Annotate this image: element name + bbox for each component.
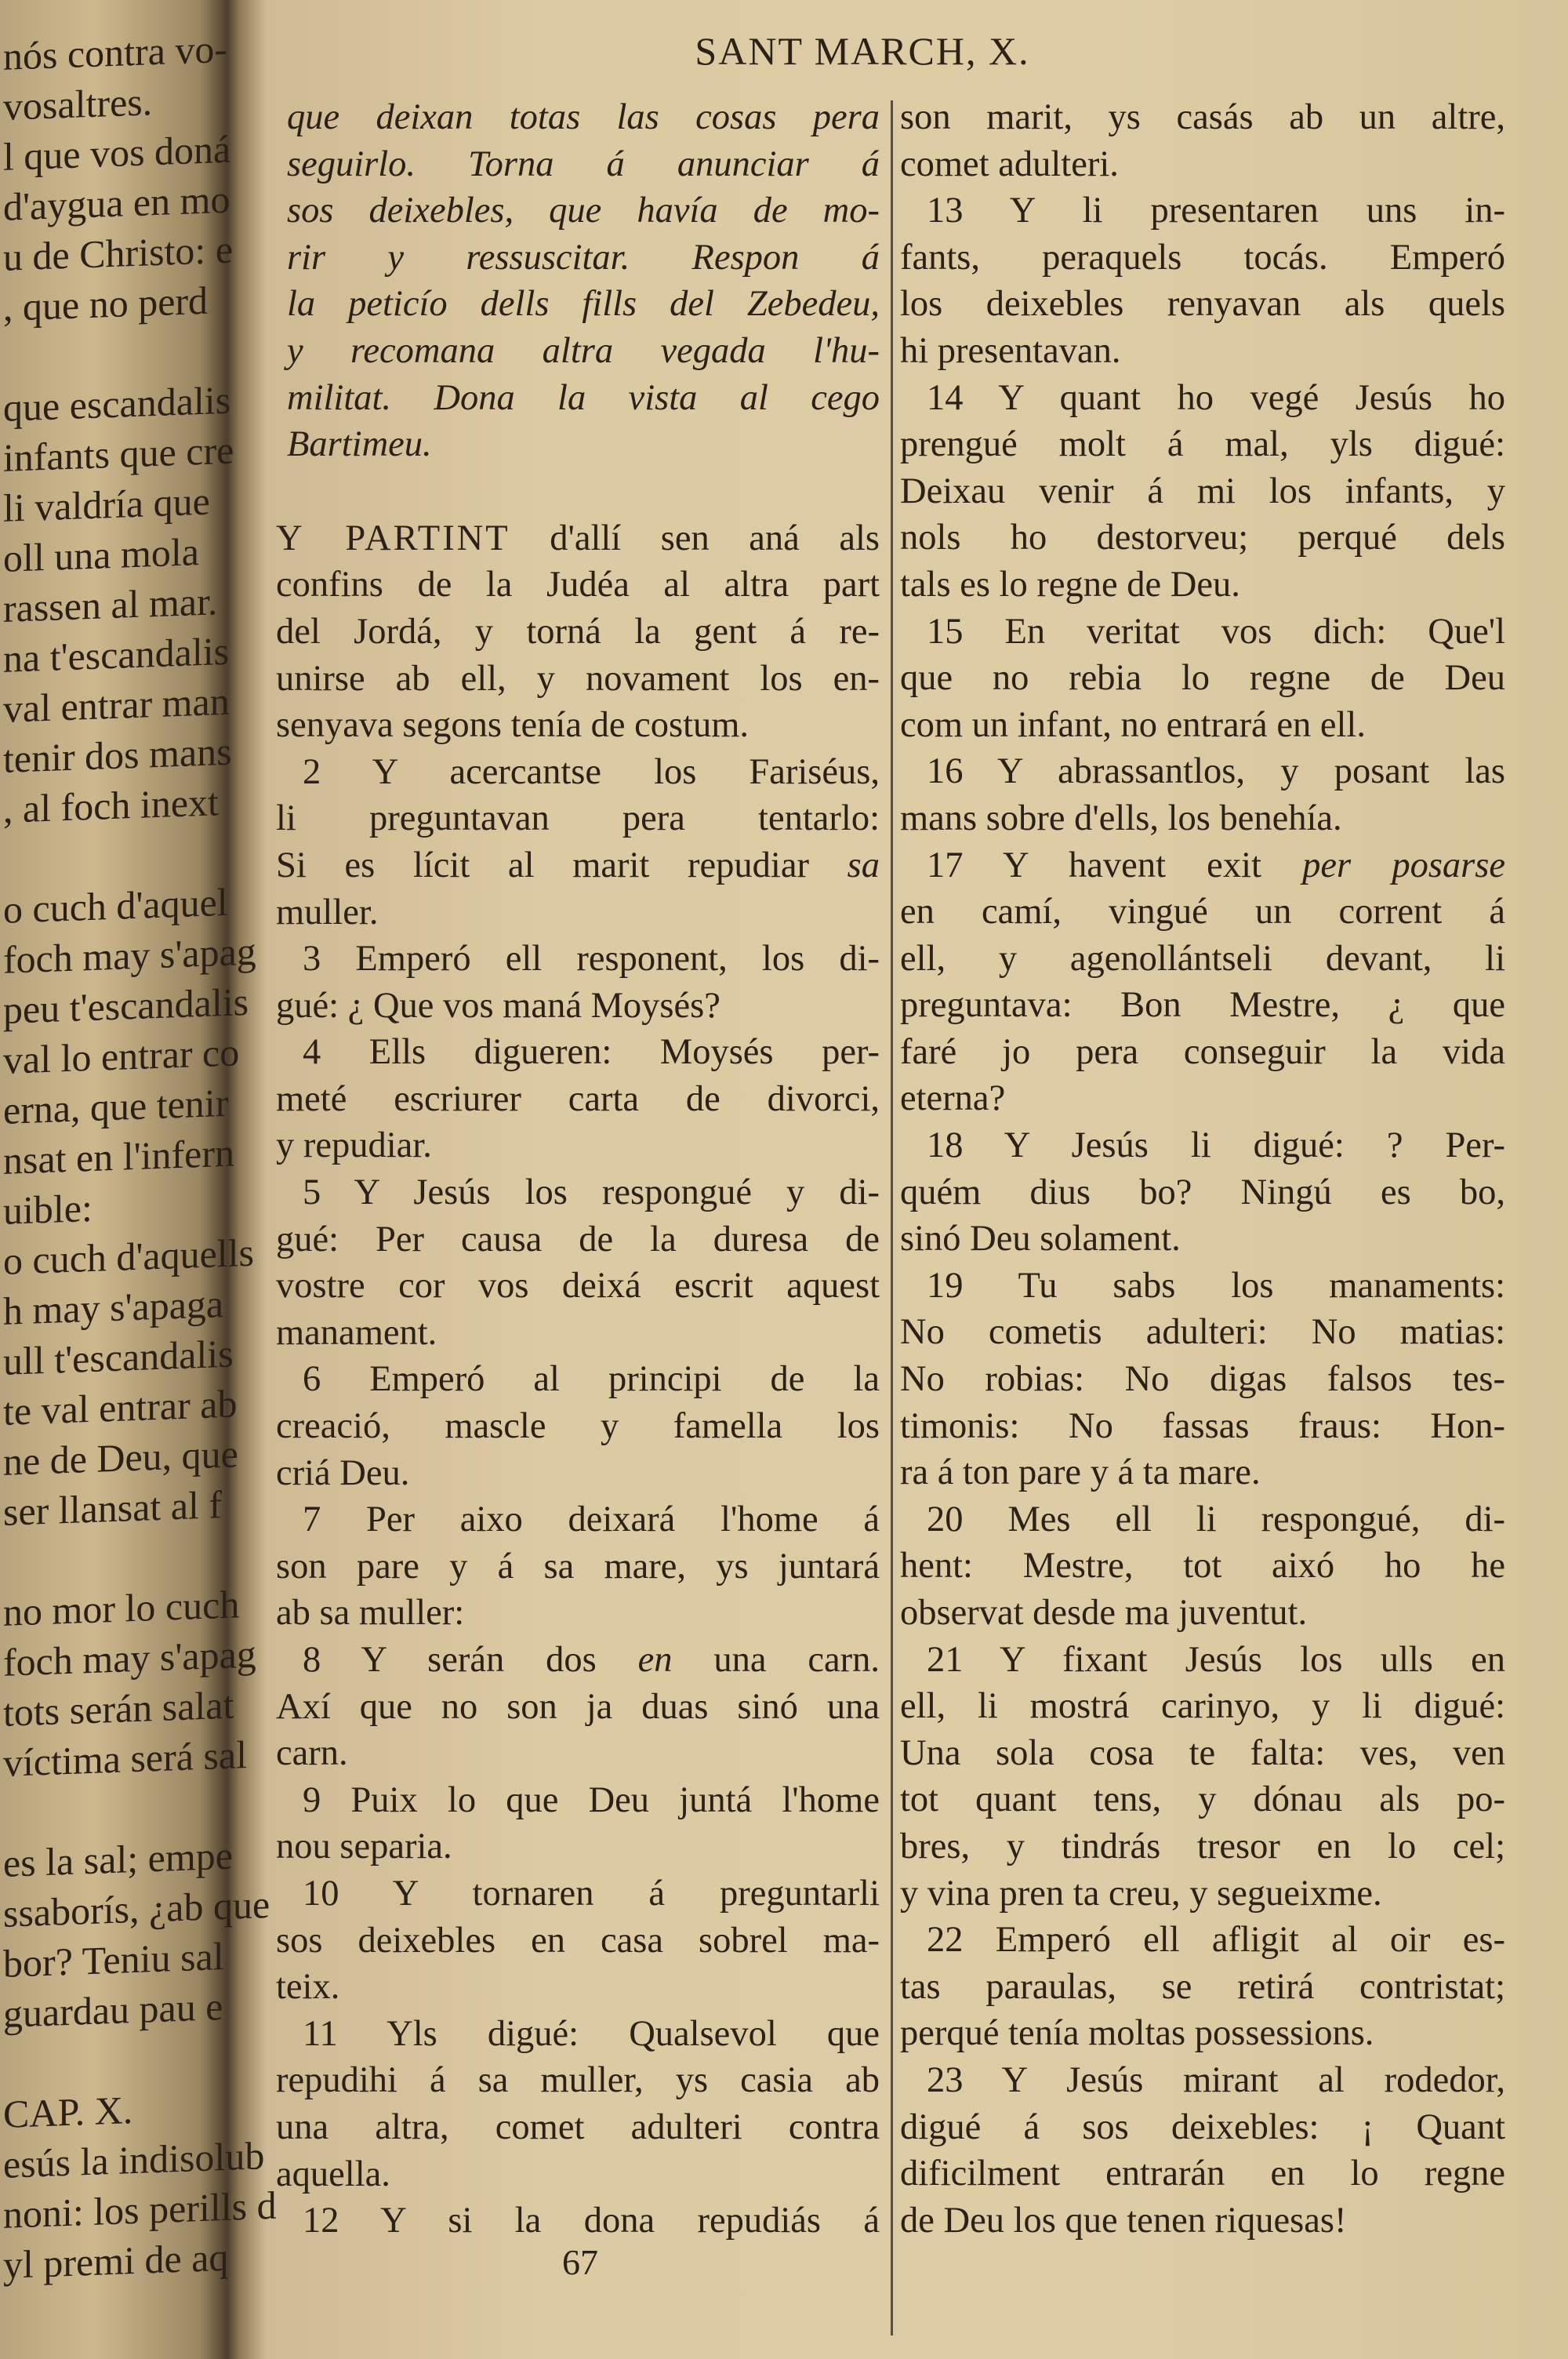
text: fants, peraquels tocás. Emperó [900,237,1505,278]
text: 8 Y serán dos [303,1640,638,1680]
verse-paragraph [900,748,1505,841]
text: Deixau venir á mi los infants, y [900,471,1505,511]
verse-paragraph [900,1496,1505,1637]
text: timonis: No fassas fraus: Hon- [900,1405,1505,1446]
fragment-line: erna, que tenir [3,1080,229,1132]
text: comet adulteri. [900,144,1119,184]
left-column [276,94,880,2245]
text: eterna? [900,1078,1006,1119]
text: 2 Y acercantse los Fariséus, [303,751,880,792]
text: 10 Y tornaren á preguntarli [303,1873,880,1914]
text-line [276,515,880,562]
text-line [900,2057,1505,2104]
fragment-line: tots serán salat [3,1682,234,1735]
text-line [276,1122,880,1169]
verse-paragraph [900,2057,1505,2244]
verse-paragraph [276,515,880,749]
fragment-line [0,1529,221,1587]
text-line [276,1870,880,1917]
fragment-line: foch may s'apag [3,1631,256,1685]
text-line [276,1917,880,1965]
text: son pare y á sa mare, ys juntará [276,1546,880,1587]
fragment-line: u de Christo: e [3,227,234,279]
verse-paragraph [900,609,1505,749]
fragment-line: d'aygua en mo [3,176,230,229]
text: repudihi á sa muller, ys casia ab [276,2060,880,2101]
text-line [900,609,1505,656]
text: com un infant, no entrará en ell. [900,704,1366,745]
verse-paragraph [900,94,1505,187]
text-line [276,1777,880,1824]
text: 3 Emperó ell responent, los di- [303,939,880,980]
text: criá Deu. [276,1452,410,1493]
text-line [276,1590,880,1637]
fragment-line [0,1780,221,1838]
text-line [276,936,880,983]
text-line [276,1263,880,1310]
verse-paragraph [276,936,880,1029]
text-line [900,1122,1505,1169]
text: 5 Y Jesús los respongué y di- [303,1172,880,1213]
text: 11 Yls digué: Qualsevol que [303,2013,880,2054]
verse-paragraph [276,2011,880,2197]
text: senyava segons tenía de costum. [276,705,750,746]
text: 7 Per aixo deixará l'home á [303,1499,880,1540]
text-line [900,2104,1505,2151]
italic-text: rir y ressuscitar. Respon á [287,237,880,278]
text: del Jordá, y torná la gent á re- [276,611,880,652]
text-line [276,609,880,656]
text-line [900,514,1505,562]
text-line [276,1216,880,1263]
text-line [276,1450,880,1497]
fragment-line: que escandalis [3,377,231,430]
text-line [900,1870,1505,1917]
text-line [276,983,880,1030]
text-line [900,1543,1505,1590]
text-line [900,187,1505,234]
fragment-line: esús la indisolub [3,2133,265,2186]
text-line [900,1917,1505,1964]
text: 14 Y quant ho vegé Jesús ho [927,377,1505,418]
text: 16 Y abrassantlos, y posant las [927,751,1505,792]
text-line [900,2150,1505,2197]
fragment-line: vosaltres. [3,79,153,129]
text-line [900,795,1505,842]
left-page-fragment [0,24,277,2359]
verse-paragraph [276,1777,880,1870]
text: Axí que no son ja duas sinó una [276,1686,880,1727]
text-line [900,1449,1505,1496]
text: una altra, comet adulteri contra [276,2106,880,2147]
italic-text: per posarse [1302,845,1505,885]
text: manament. [276,1312,437,1353]
text-line [276,749,880,796]
text-line [276,141,880,188]
text-line [900,1730,1505,1777]
text-line [276,842,880,889]
fragment-line: h may s'apaga [3,1281,224,1333]
text-line [276,375,880,422]
text-line [900,1964,1505,2011]
fragment-line: val lo entrar co [3,1030,240,1082]
text: ell, y agenollántseli devant, li [900,938,1505,979]
text-line [900,702,1505,749]
column-divider [891,100,893,2335]
verse-paragraph [900,1122,1505,1263]
text-line [276,1496,880,1543]
fragment-line: rassen al mar. [3,579,218,631]
text: 23 Y Jesús mirant al rodedor, [927,2059,1505,2100]
text-line [900,982,1505,1029]
text-line [276,1684,880,1731]
text-line [900,1263,1505,1310]
fragment-line: es la sal; empe [3,1833,233,1885]
text: sinó Deu solament. [900,1219,1181,1259]
text-line [900,889,1505,936]
fragment-line: guardau pau e [3,1984,223,2036]
text: 4 Ells digueren: Moysés per- [303,1032,880,1073]
text: 22 Emperó ell afligit al oir es- [927,1920,1505,1961]
text: sos deixebles en casa sobrel ma- [276,1920,880,1961]
text-line [900,141,1505,188]
fragment-line: li valdría que [3,478,210,530]
text-line [276,1076,880,1123]
verse-paragraph [276,1637,880,1777]
verse-paragraph [900,1917,1505,2057]
text: 19 Tu sabs los manaments: [927,1265,1505,1306]
text-line [900,1309,1505,1356]
text: confins de la Judéa al altra part [276,565,880,605]
text-line [900,1590,1505,1637]
fragment-line: bor? Teniu sal [3,1934,224,1986]
text: li preguntavan pera tentarlo: [276,798,880,839]
text: 9 Puix lo que Deu juntá l'home [303,1779,880,1820]
text-line [900,562,1505,609]
text-line [276,2104,880,2151]
text: 15 En veritat vos dich: Que'l [927,611,1505,652]
fragment-line: peu t'escandalis [3,979,249,1032]
page-number: 67 [562,2242,598,2282]
text-line [276,2151,880,2198]
text-line [276,1403,880,1450]
italic-text: sos deixebles, que havía de mo- [287,191,880,231]
text: 6 Emperó al principi de la [303,1359,880,1400]
chapter-summary [276,94,880,468]
fragment-line: tenir dos mans [3,729,232,781]
text: observat desde ma juventut. [900,1593,1308,1633]
text: los deixebles renyavan als quels [900,284,1505,325]
fragment-line: o cuch d'aquel [3,879,228,932]
italic-text: Bartimeu. [287,424,432,465]
text: tas paraulas, se retirá contristat; [900,1966,1505,2007]
text-line [276,94,880,141]
text-line [276,1543,880,1590]
text-line [276,1169,880,1216]
text: mans sobre d'ells, los benehía. [900,798,1342,838]
right-column [900,94,1505,2244]
text-line [276,702,880,749]
text-line [900,2010,1505,2057]
text: preguntava: Bon Mestre, ¿ que [900,985,1505,1026]
fragment-line: l que vos doná [3,126,231,179]
text-line [900,468,1505,515]
text: carn. [276,1733,348,1774]
text-line [900,421,1505,468]
verse-paragraph [900,842,1505,1123]
verse-paragraph [276,1870,880,2011]
text: hent: Mestre, tot aixó ho he [900,1546,1505,1587]
fragment-line: no mor lo cuch [3,1582,240,1634]
text-line [276,1029,880,1076]
text-line [276,1823,880,1870]
fragment-line: oll una mola [3,529,199,580]
text: vostre cor vos deixá escrit aquest [276,1266,880,1307]
text-line [276,2011,880,2058]
verse-paragraph [900,1263,1505,1496]
text-line [276,187,880,234]
text-line [900,842,1505,889]
text: No robias: No digas falsos tes- [900,1359,1505,1400]
text-line [900,375,1505,422]
text: son marit, ys casás ab un altre, [900,97,1505,137]
text-line [276,2197,880,2245]
text-line [900,1356,1505,1403]
text: creació, mascle y famella los [276,1406,880,1447]
text-line [900,1169,1505,1216]
text-line [276,1356,880,1403]
text-line [276,1730,880,1777]
text-line [276,328,880,375]
text: que no rebia lo regne de Deu [900,658,1505,699]
text-line [900,1683,1505,1730]
italic-text: en [637,1640,673,1680]
text-line [276,421,880,468]
text-line [900,1823,1505,1870]
text: No cometis adulteri: No matias: [900,1312,1505,1353]
fragment-line: val entrar man [3,678,230,731]
text-line [276,562,880,609]
text-line [900,1637,1505,1684]
text: 18 Y Jesús li digué: ? Per- [927,1125,1505,1166]
text: 21 Y fixant Jesús los ulls en [927,1639,1505,1680]
text: d'allí sen aná als [510,518,880,558]
italic-text: la peticío dells fills del Zebedeu, [287,284,880,325]
verse-paragraph [900,1637,1505,1917]
text: ra á ton pare y á ta mare. [900,1452,1261,1493]
text: Y PARTINT [276,518,510,558]
fragment-line: na t'escandalis [3,628,230,681]
fragment-line: ull t'escandalis [3,1331,234,1383]
text: unirse ab ell, y novament los en- [276,658,880,699]
verse-paragraph [276,1169,880,1356]
text: nou separia. [276,1826,452,1867]
fragment-line: nsat en l'infern [3,1130,235,1183]
fragment-line: ne de Deu, que [3,1431,238,1484]
text: Una sola cosa te falta: ves, ven [900,1732,1505,1773]
italic-text: sa [847,845,880,885]
text-line [276,1637,880,1684]
text-line [900,328,1505,375]
text: faré jo pera conseguir la vida [900,1031,1505,1072]
fragment-line: uible: [3,1185,93,1233]
text-line [276,889,880,936]
text-line [900,1403,1505,1450]
text-line [276,2057,880,2104]
text-line [276,795,880,842]
italic-text: seguirlo. Torna á anunciar á [287,144,880,184]
fragment-line: noni: los perills d [3,2183,277,2237]
text: meté escriurer carta de divorci, [276,1078,880,1119]
text-line [276,281,880,328]
text: una carn. [672,1640,880,1680]
text: tot quant tens, y dónau als po- [900,1779,1505,1820]
text: 12 Y si la dona repudiás á [303,2201,880,2241]
text: tals es lo regne de Deu. [900,564,1240,605]
text: teix. [276,1967,340,2008]
text-line [900,748,1505,795]
running-header: SANT MARCH, X. [695,29,1030,73]
italic-text: y recomana altra vegada l'hu- [287,330,880,371]
fragment-line: te val entrar ab [3,1381,238,1434]
text-line [900,1029,1505,1076]
text: ab sa muller: [276,1593,465,1634]
fragment-line: infants que cre [3,427,234,480]
text: y repudiar. [276,1125,432,1166]
text: aquella. [276,2154,390,2194]
text-line [276,1310,880,1357]
text: muller. [276,892,379,932]
text-line [900,936,1505,983]
fragment-line [0,827,221,885]
text: hi presentavan. [900,330,1121,371]
text: Si es lícit al marit repudiar [276,845,848,885]
verse-paragraph [900,187,1505,374]
text-line [900,655,1505,702]
fragment-line: ser llansat al f [3,1482,223,1534]
text-line [276,1964,880,2011]
text: y vina pren ta creu, y segueixme. [900,1873,1382,1914]
text-line [900,94,1505,141]
text: dificilment entrarán en lo regne [900,2154,1505,2194]
text: quém dius bo? Ningú es bo, [900,1172,1505,1212]
fragment-line: yl premi de aq [3,2234,229,2287]
text-line [900,1496,1505,1543]
text-line [900,234,1505,282]
text: prengué molt á mal, yls digué: [900,424,1505,465]
text: nols ho destorveu; perqué dels [900,518,1505,558]
text-line [900,1075,1505,1122]
fragment-line: CAP. X. [3,2088,133,2136]
text: gué: ¿ Que vos maná Moysés? [276,985,720,1026]
text: bres, y tindrás tresor en lo cel; [900,1826,1505,1866]
fragment-line: foch may s'apag [3,929,256,982]
fragment-line: , que no perd [3,278,209,329]
verse-paragraph [276,1029,880,1169]
verse-paragraph [276,749,880,936]
fragment-line: nós contra vo- [3,26,228,78]
text: 13 Y li presentaren uns in- [927,191,1505,231]
fragment-line: , al foch inext [3,780,219,831]
text-line [276,656,880,703]
fragment-line: víctima será sal [3,1732,247,1785]
italic-text: que deixan totas las cosas pera [287,97,880,137]
fragment-line: ssaborís, ¿ab que [3,1881,270,1936]
text: 20 Mes ell li respongué, di- [927,1499,1505,1539]
text: digué á sos deixebles: ¡ Quant [900,2106,1505,2147]
text: gué: Per causa de la duresa de [276,1219,880,1259]
verse-paragraph [276,1496,880,1637]
text-line [276,234,880,282]
fragment-line [0,2031,221,2089]
text-line [900,1216,1505,1263]
verse-paragraph [276,1356,880,1496]
text: ell, li mostrá carinyo, y li digué: [900,1686,1505,1727]
text-line [900,2197,1505,2245]
text: 17 Y havent exit [927,845,1303,885]
fragment-line: o cuch d'aquells [3,1230,255,1283]
text: en camí, vingué un corrent á [900,892,1505,932]
text-line [900,281,1505,328]
verse-paragraph [900,375,1505,609]
fragment-line [0,325,221,383]
italic-text: militat. Dona la vista al cego [287,377,880,418]
text: perqué tenía moltas possessions. [900,2013,1374,2054]
verse-paragraph [276,2197,880,2245]
text: de Deu los que tenen riquesas! [900,2200,1347,2241]
text-line [900,1776,1505,1823]
